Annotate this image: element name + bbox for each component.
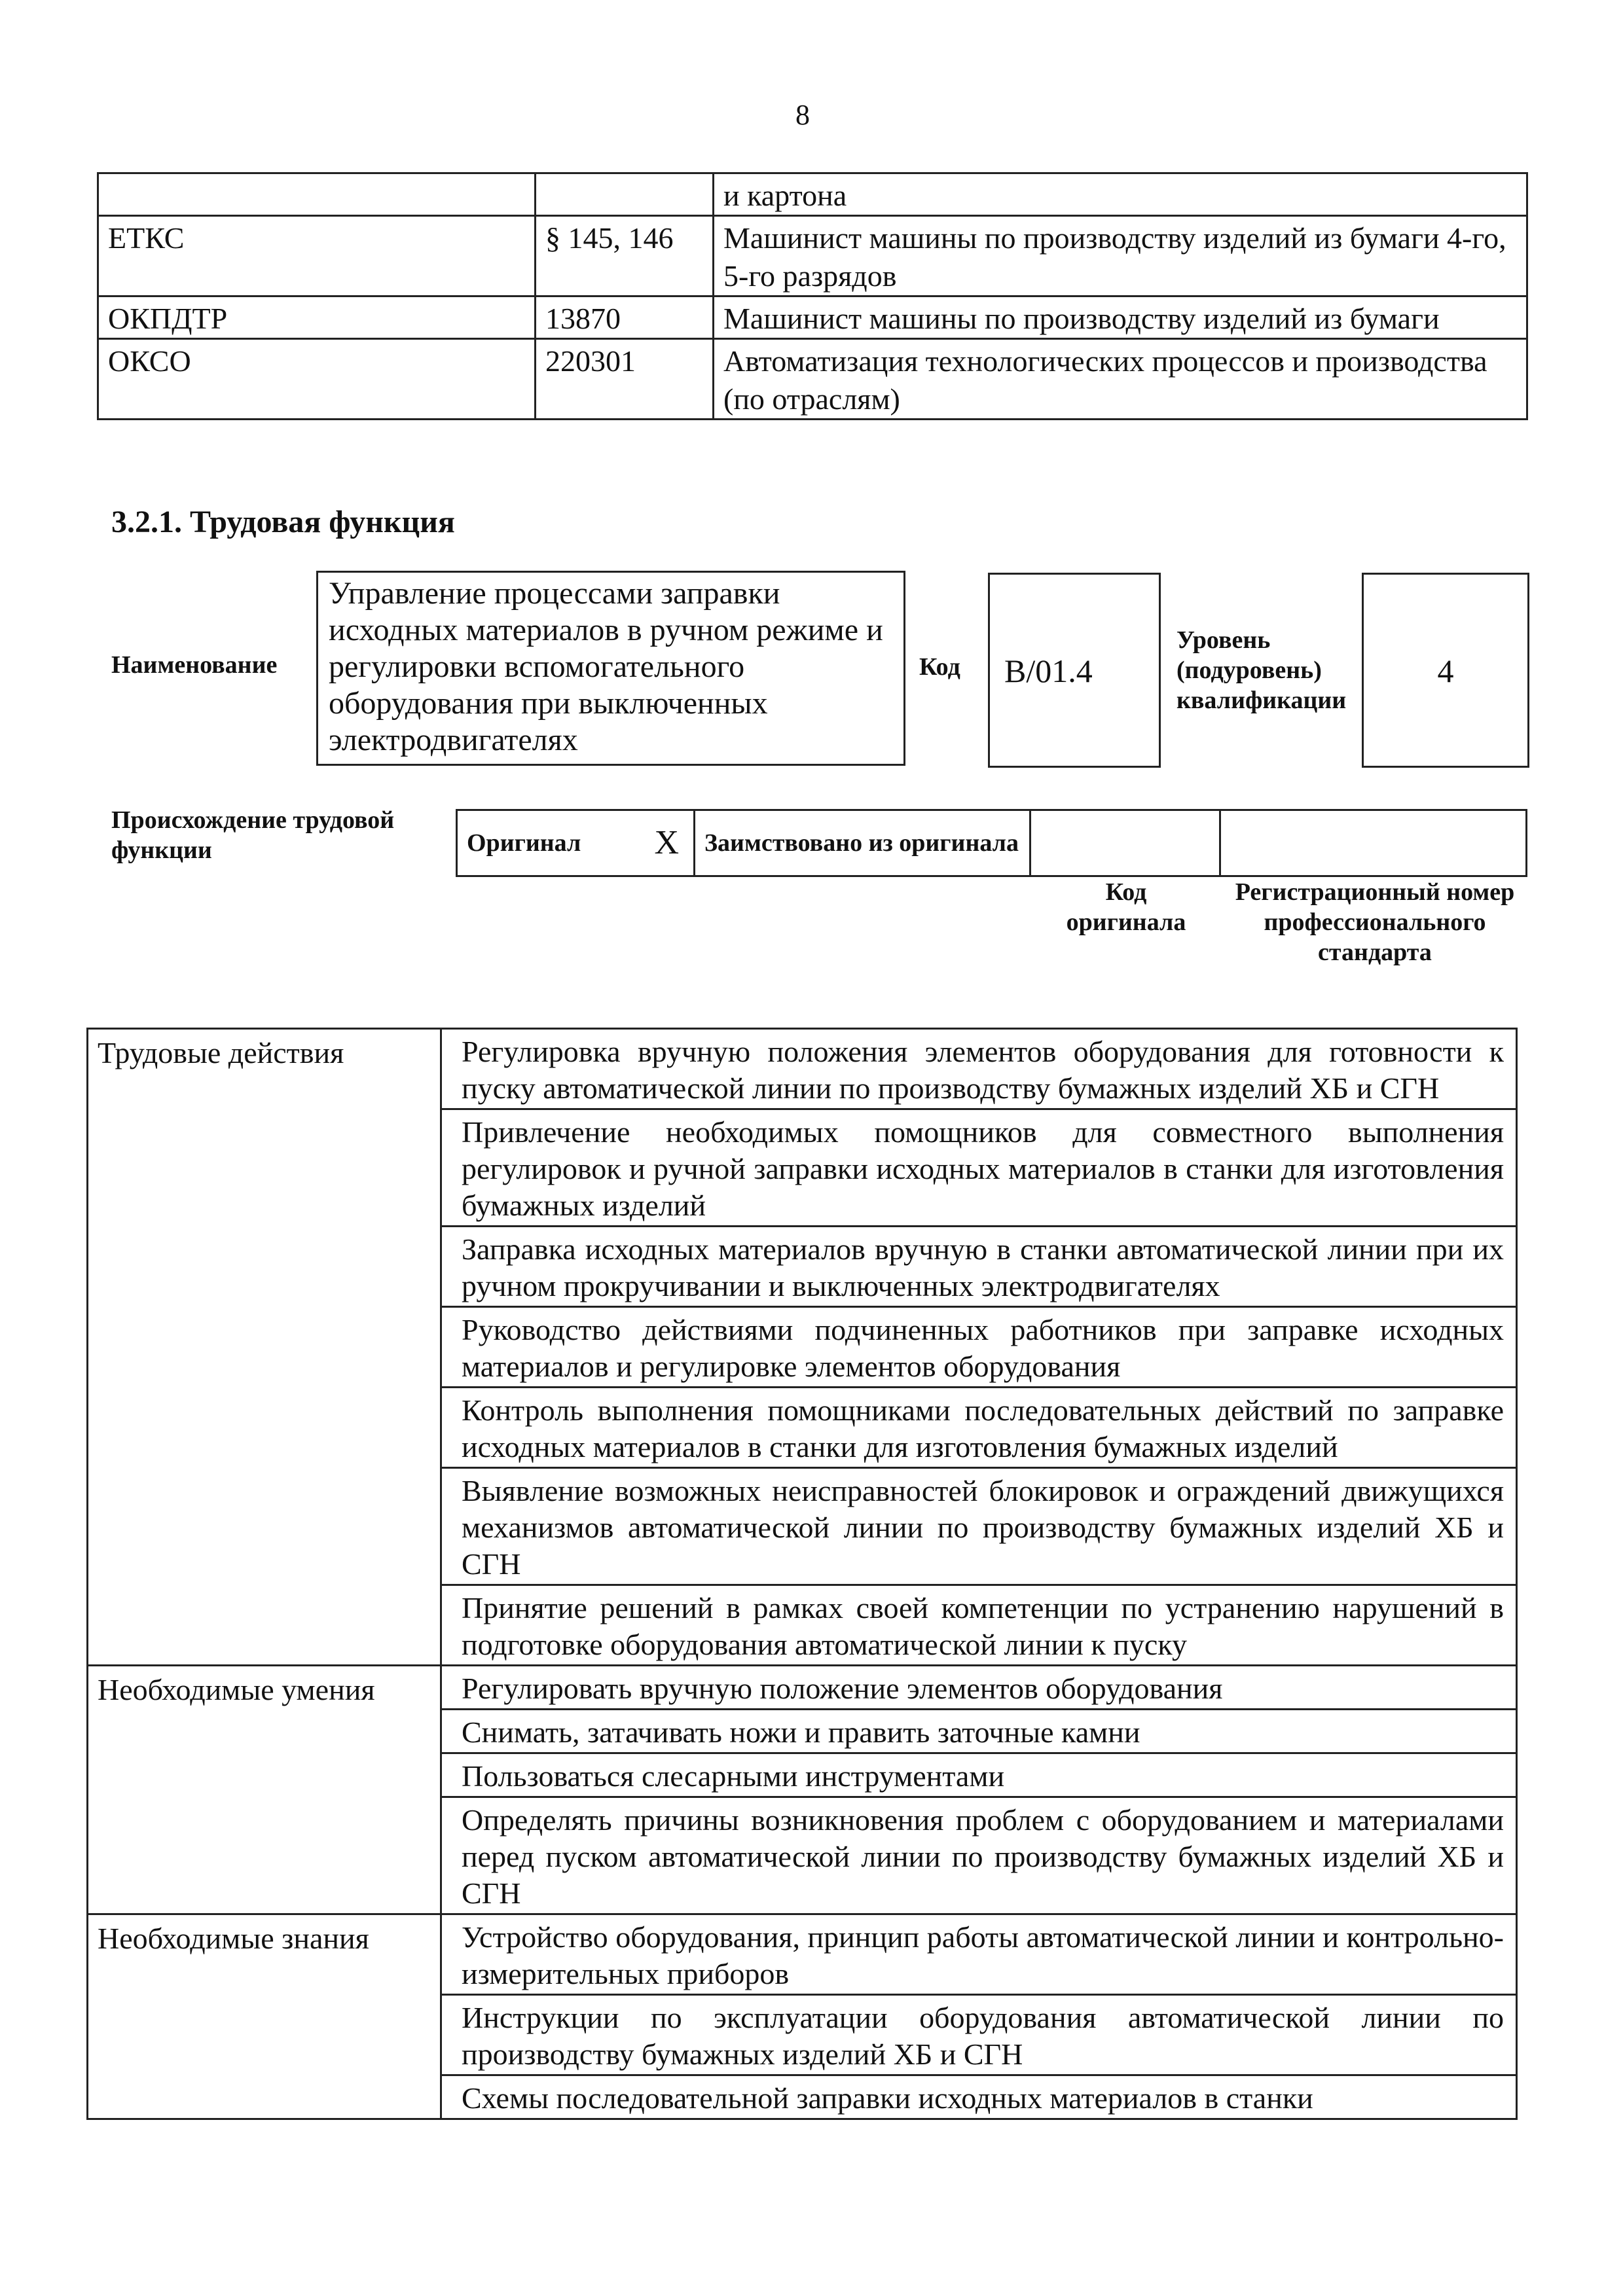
list-item: Заправка исходных материалов вручную в станки автоматической линии при их ручном прокручивании и выключенных электродвигателях <box>441 1227 1517 1307</box>
category-label: Необходимые умения <box>88 1666 441 1914</box>
function-details-table <box>86 1028 1518 2120</box>
table-row <box>88 1029 1517 1109</box>
origin-borrowed-label: Заимствовано из оригинала <box>695 810 1030 876</box>
table-row <box>98 296 1527 339</box>
list-item: Руководство действиями подчиненных работников при заправке исходных материалов и регулировке элементов оборудования <box>441 1307 1517 1388</box>
qualification-level-label: Уровень (подуровень) квалификации <box>1176 626 1347 714</box>
classifier-ref: 13870 <box>536 296 714 339</box>
function-code-box: B/01.4 <box>988 573 1161 768</box>
table-row <box>98 216 1527 296</box>
origin-original-mark: X <box>654 824 679 861</box>
origin-original-cell <box>457 810 695 876</box>
page-number: 8 <box>795 99 810 131</box>
list-item: Схемы последовательной заправки исходных материалов в станки <box>441 2075 1517 2119</box>
classifier-name: ЕТКС <box>98 216 536 296</box>
function-name-box: Управление процессами заправки исходных материалов в ручном режиме и регулировки вспомогательного оборудования при выключенных электродвигателях <box>316 571 905 766</box>
table-row <box>88 1666 1517 1710</box>
origin-original-label: Оригинал <box>467 829 581 857</box>
category-label: Трудовые действия <box>88 1029 441 1666</box>
list-item: Регулировка вручную положения элементов оборудования для готовности к пуску автоматической линии по производству бумажных изделий ХБ и СГН <box>441 1029 1517 1109</box>
classifier-name: ОКСО <box>98 339 536 420</box>
origin-table <box>456 809 1527 877</box>
function-code-label: Код <box>919 653 960 681</box>
classifier-title: и картона <box>714 173 1527 216</box>
classifier-title: Машинист машины по производству изделий из бумаги 4-го, 5-го разрядов <box>714 216 1527 296</box>
list-item: Регулировать вручную положение элементов оборудования <box>441 1666 1517 1710</box>
list-item: Контроль выполнения помощниками последовательных действий по заправке исходных материалов в станки для изготовления бумажных изделий <box>441 1388 1517 1468</box>
section-title: 3.2.1. Трудовая функция <box>111 505 455 539</box>
list-item: Привлечение необходимых помощников для совместного выполнения регулировок и ручной заправки исходных материалов в станки для изготовления бумажных изделий <box>441 1109 1517 1227</box>
classification-table <box>97 172 1528 420</box>
classifier-title: Автоматизация технологических процессов и производства (по отраслям) <box>714 339 1527 420</box>
table-row <box>98 339 1527 420</box>
list-item: Пользоваться слесарными инструментами <box>441 1753 1517 1797</box>
origin-label: Происхождение трудовой функции <box>111 806 395 864</box>
classifier-ref: 220301 <box>536 339 714 420</box>
table-row <box>98 173 1527 216</box>
classifier-name <box>98 173 536 216</box>
table-row <box>88 1914 1517 1995</box>
function-name-label: Наименование <box>111 651 278 679</box>
origin-reg-cell <box>1220 810 1527 876</box>
list-item: Выявление возможных неисправностей блокировок и ограждений движущихся механизмов автоматической линии по производству бумажных изделий ХБ и СГН <box>441 1468 1517 1585</box>
table-row <box>457 810 1527 876</box>
list-item: Принятие решений в рамках своей компетенции по устранению нарушений в подготовке оборудования автоматической линии к пуску <box>441 1585 1517 1666</box>
origin-code-cell <box>1030 810 1220 876</box>
list-item: Определять причины возникновения проблем с оборудованием и материалами перед пуском автоматической линии по производству бумажных изделий ХБ и СГН <box>441 1797 1517 1914</box>
classifier-ref: § 145, 146 <box>536 216 714 296</box>
classifier-ref <box>536 173 714 216</box>
list-item: Инструкции по эксплуатации оборудования автоматической линии по производству бумажных изделий ХБ и СГН <box>441 1995 1517 2075</box>
origin-code-caption: Код оригинала <box>1066 878 1186 936</box>
classifier-name: ОКПДТР <box>98 296 536 339</box>
list-item: Снимать, затачивать ножи и править заточные камни <box>441 1710 1517 1753</box>
category-label: Необходимые знания <box>88 1914 441 2119</box>
origin-reg-caption: Регистрационный номер профессионального стандарта <box>1235 878 1515 966</box>
list-item: Устройство оборудования, принцип работы автоматической линии и контрольно-измерительных приборов <box>441 1914 1517 1995</box>
qualification-level-box: 4 <box>1362 573 1529 768</box>
classifier-title: Машинист машины по производству изделий из бумаги <box>714 296 1527 339</box>
